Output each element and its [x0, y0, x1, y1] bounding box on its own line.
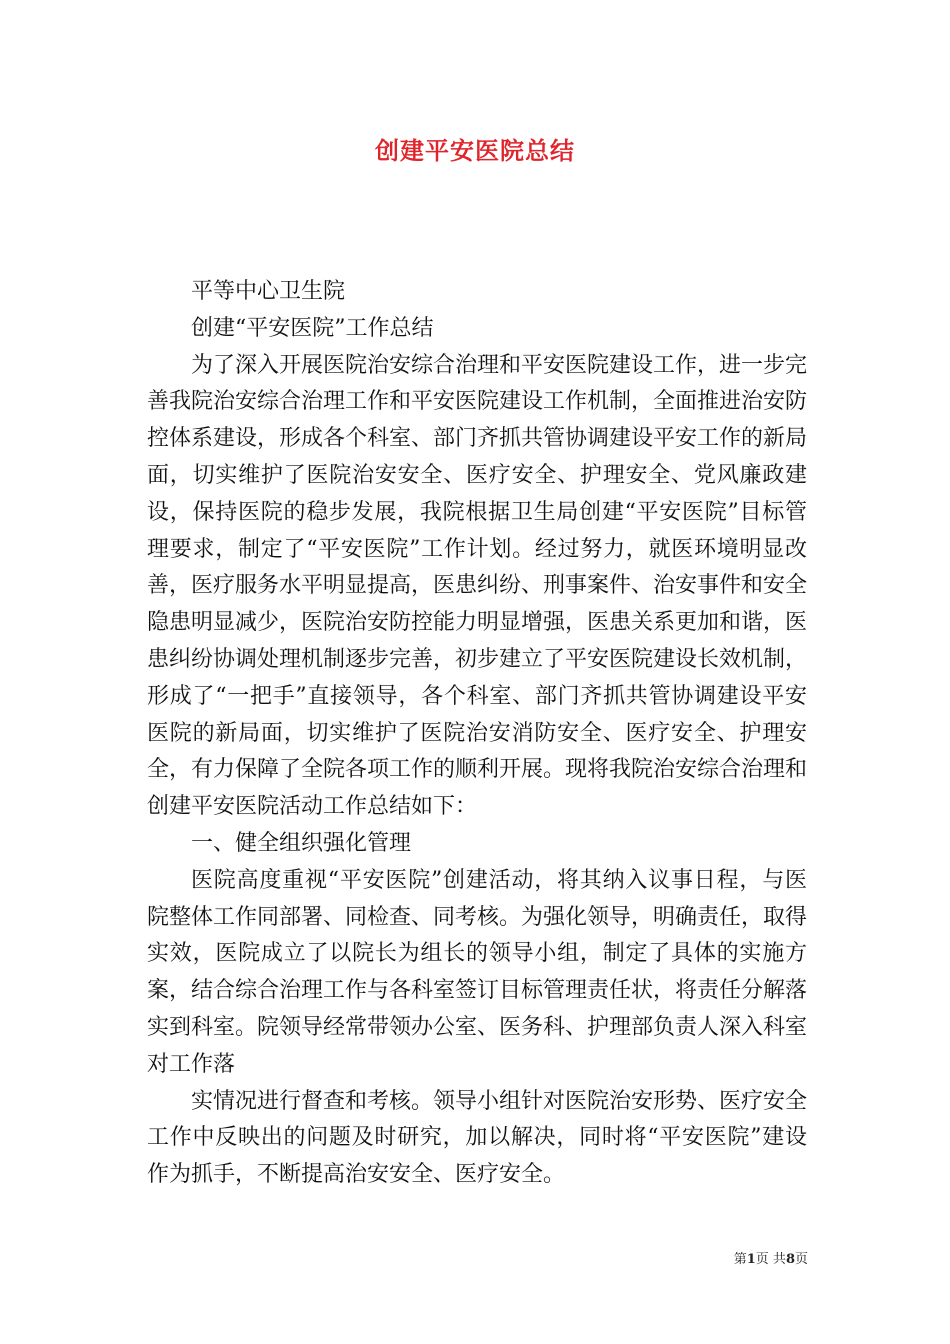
paragraph-section-1: 医院高度重视“平安医院”创建活动，将其纳入议事日程，与医院整体工作同部署、同检查、同考核。为强化领导，明确责任，取得实效，医院成立了以院长为组长的领导小组，制定了具体的实施方案，结合综合治理工作与各科室签订目标管理责任状，将责任分解落实到科室。院领导经常带领办公室、医务科、护理部负责人深入科室对工作落	[147, 867, 808, 1077]
paragraph-intro: 为了深入开展医院治安综合治理和平安医院建设工作，进一步完善我院治安综合治理工作和平安医院建设工作机制，全面推进治安防控体系建设，形成各个科室、部门齐抓共管协调建设平安工作的新局面，切实维护了医院治安安全、医疗安全、护理安全、党风廉政建设，保持医院的稳步发展，我院根据卫生局创建“平安医院”目标管理要求，制定了“平安医院”工作计划。经过努力，就医环境明显改善，医疗服务水平明显提高，医患纠纷、刑事案件、治安事件和安全隐患明显减少，医院治安防控能力明显增强，医患关系更加和谐，医患纠纷协调处理机制逐步完善，初步建立了平安医院建设长效机制，形成了“一把手”直接领导，各个科室、部门齐抓共管协调建设平安医院的新局面，切实维护了医院治安消防安全、医疗安全、护理安全，有力保障了全院各项工作的顺利开展。现将我院治安综合治理和创建平安医院活动工作总结如下：	[147, 352, 808, 820]
paragraph-organization: 平等中心卫生院	[191, 279, 346, 304]
page-total: 8	[785, 1252, 795, 1267]
paragraph-section-1-continued: 实情况进行督查和考核。领导小组针对医院治安形势、医疗安全工作中反映出的问题及时研究，加以解决，同时将“平安医院”建设作为抓手，不断提高治安安全、医疗安全。	[147, 1088, 808, 1188]
page-current: 1	[746, 1252, 756, 1267]
page-number-footer	[734, 1251, 808, 1269]
page-prefix: 第	[733, 1252, 747, 1267]
page-middle: 页 共	[755, 1252, 786, 1267]
document-title: 创建平安医院总结	[375, 136, 575, 165]
section-heading-1: 一、健全组织强化管理	[191, 830, 412, 856]
document-body	[147, 274, 807, 1194]
page-suffix: 页	[794, 1252, 808, 1267]
paragraph-subtitle: 创建“平安医院”工作总结	[191, 315, 434, 341]
